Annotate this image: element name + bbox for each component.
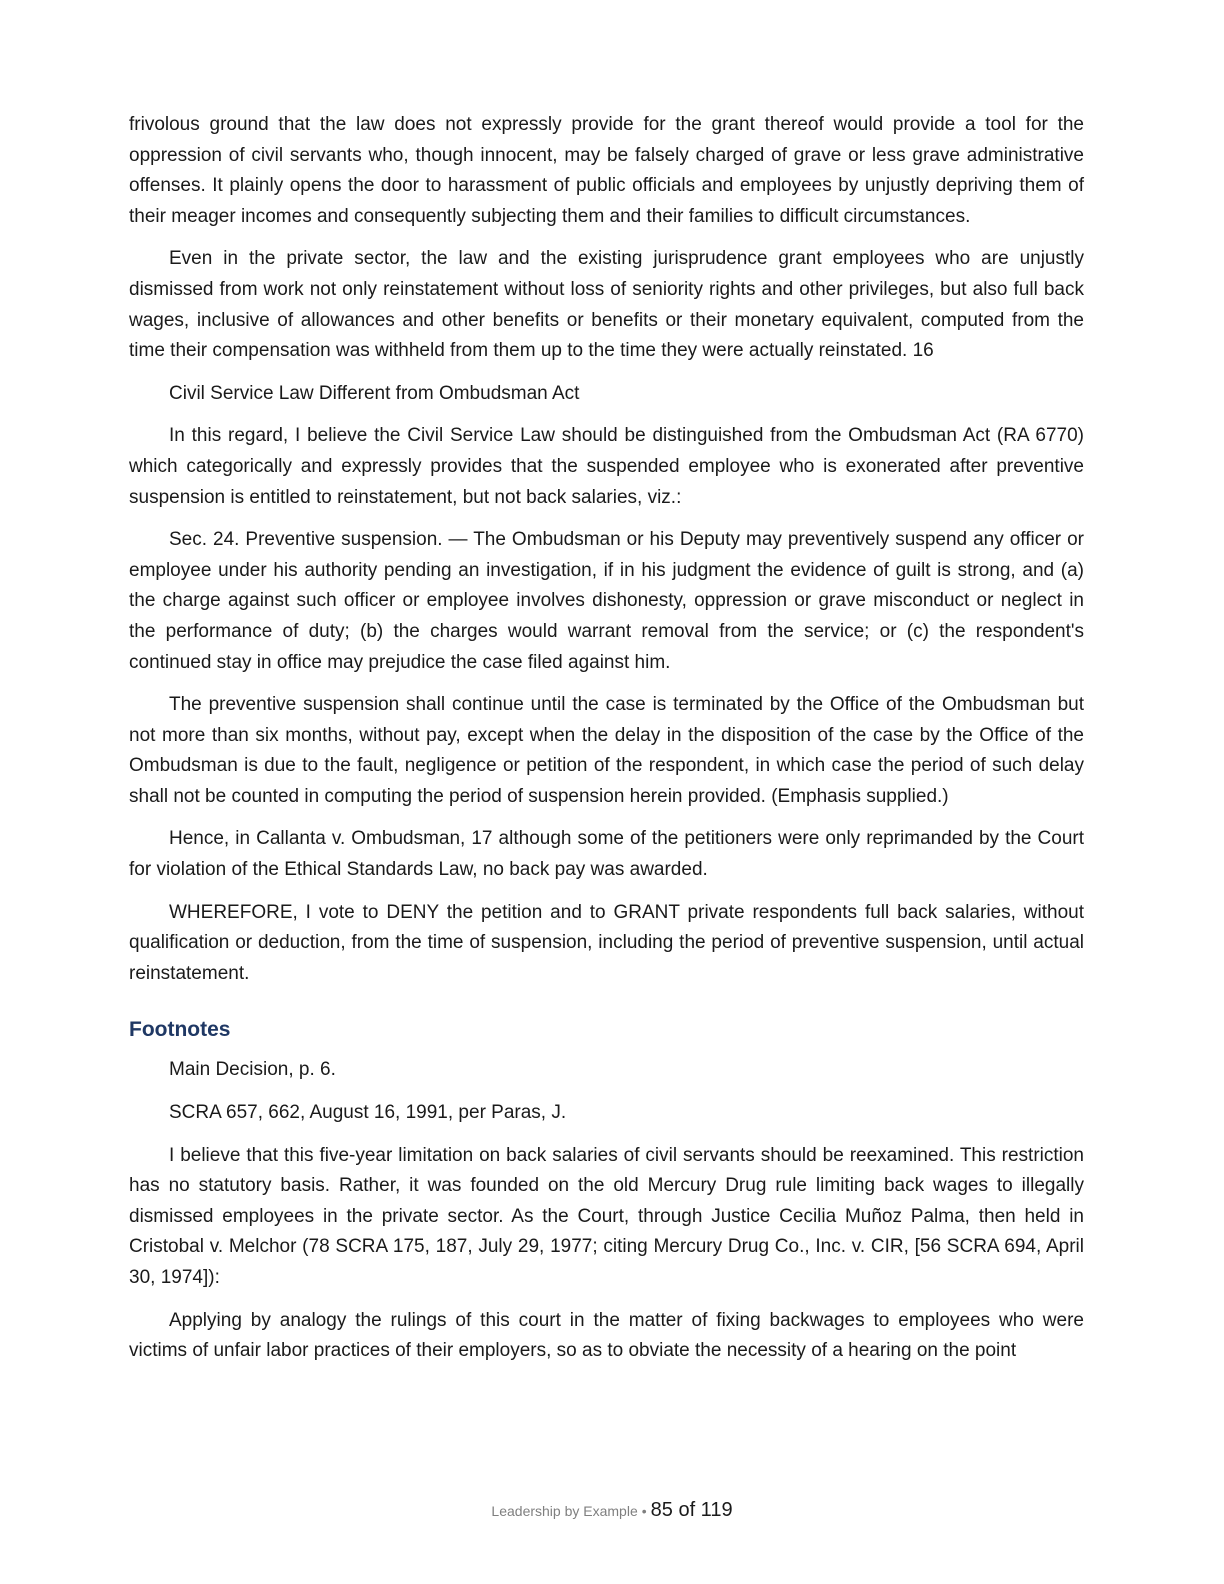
footer-bullet: • (641, 1503, 647, 1519)
footnote-item: I believe that this five-year limitation on back salaries of civil servants should be reexamined. This restriction has no statutory basis. Rather, it was founded on the old Mercury Drug rule limiting back wages to illegally dismissed employees in the private sector. As the Court, through Justice Cecilia Muñoz Palma, then held in Cristobal v. Melchor (78 SCRA 175, 187, July 29, 1977; citing Mercury Drug Co., Inc. v. CIR, [56 SCRA 694, April 30, 1974]): (129, 1144, 1084, 1288)
quoted-statute-paragraph: The preventive suspension shall continue until the case is terminated by the Office of the Ombudsman but not more than six months, without pay, except when the delay in the disposition of the case by the Office of the Ombudsman is due to the fault, negligence or petition of the respondent, in which case the period of such delay shall not be counted in computing the period of suspension herein provided. (Emphasis supplied.) (129, 694, 1084, 807)
paragraph: Hence, in Callanta v. Ombudsman, 17 although some of the petitioners were only reprimanded by the Court for violation of the Ethical Standards Law, no back pay was awarded. (129, 828, 1084, 881)
document-body (129, 110, 1084, 1379)
footnotes-heading: Footnotes (129, 1018, 231, 1042)
paragraph: frivolous ground that the law does not expressly provide for the grant thereof would provide a tool for the oppression of civil servants who, though innocent, may be falsely charged of grave or less grave administrative offenses. It plainly opens the door to harassment of public officials and employees by unjustly depriving them of their meager incomes and consequently subjecting them and their families to difficult circumstances. (129, 114, 1084, 227)
footnote-item: SCRA 657, 662, August 16, 1991, per Paras, J. (169, 1102, 567, 1124)
section-subheading: Civil Service Law Different from Ombudsman Act (169, 382, 580, 404)
footnote-item: Main Decision, p. 6. (169, 1059, 336, 1081)
paragraph: In this regard, I believe the Civil Service Law should be distinguished from the Ombudsman Act (RA 6770) which categorically and expressly provides that the suspended employee who is exonerated after preventive suspension is entitled to reinstatement, but not back salaries, viz.: (129, 425, 1084, 508)
quoted-statute-paragraph: Sec. 24. Preventive suspension. — The Ombudsman or his Deputy may preventively suspend any officer or employee under his authority pending an investigation, if in his judgment the evidence of guilt is strong, and (a) the charge against such officer or employee involves dishonesty, oppression or grave misconduct or neglect in the performance of duty; (b) the charges would warrant removal from the service; or (c) the respondent's continued stay in office may prejudice the case filed against him. (129, 529, 1084, 673)
footer-document-title: Leadership by Example (491, 1503, 638, 1519)
footnote-item: Applying by analogy the rulings of this court in the matter of fixing backwages to employees who were victims of unfair labor practices of their employers, so as to obviate the necessity of a hearing on the point (129, 1309, 1084, 1362)
paragraph: Even in the private sector, the law and the existing jurisprudence grant employees who are unjustly dismissed from work not only reinstatement without loss of seniority rights and other privileges, but also full back wages, inclusive of allowances and other benefits or benefits or their monetary equivalent, computed from the time their compensation was withheld from them up to the time they were actually reinstated. 16 (129, 248, 1084, 362)
page-footer (0, 1499, 1224, 1522)
conclusion-paragraph: WHEREFORE, I vote to DENY the petition and to GRANT private respondents full back salaries, without qualification or deduction, from the time of suspension, including the period of preventive suspension, until actual reinstatement. (129, 901, 1084, 984)
page-number: 85 of 119 (650, 1499, 733, 1521)
